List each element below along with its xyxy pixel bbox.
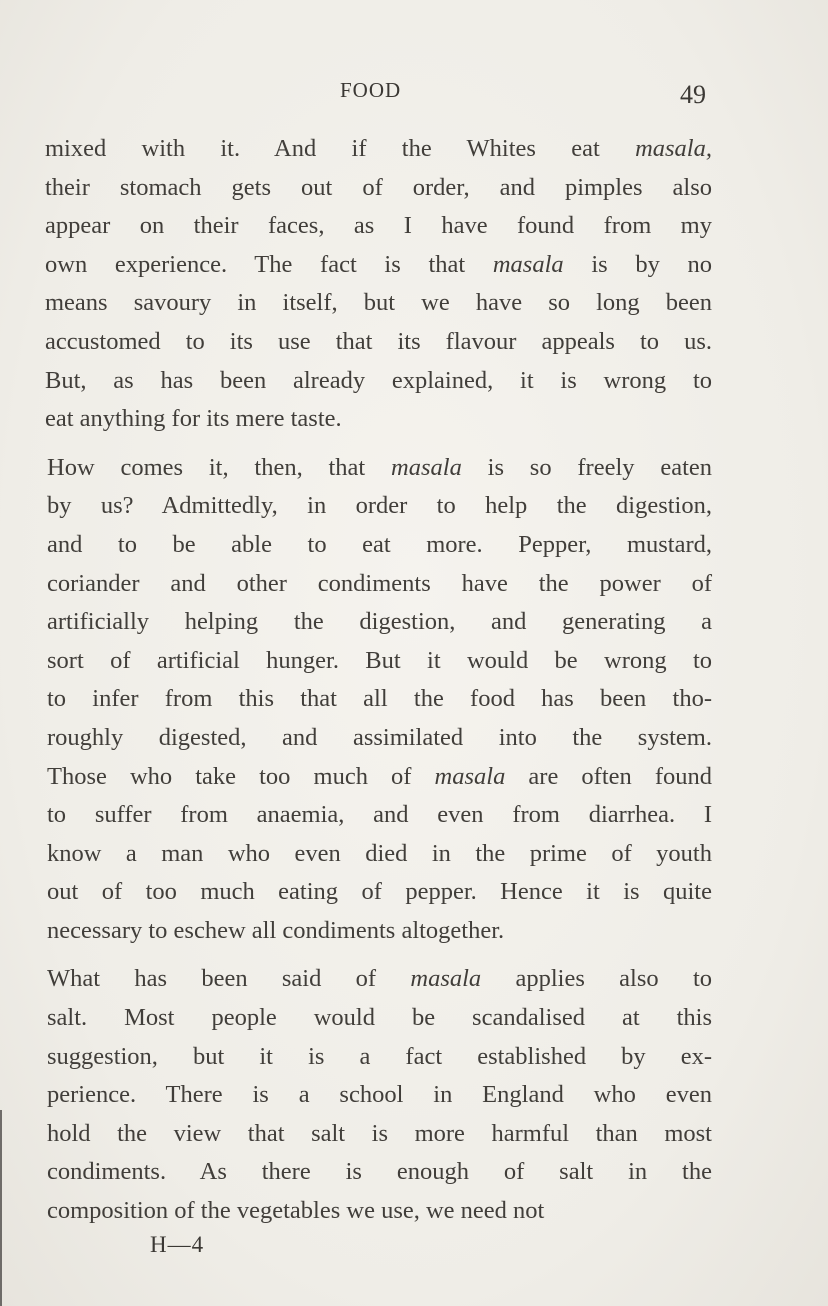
text-line [45, 1115, 712, 1154]
text-line [45, 642, 712, 681]
text-run: and to be able to eat more. Pepper, mustard, [47, 530, 712, 558]
text-run: accustomed to its use that its flavour appeals to us. [45, 327, 712, 355]
signature-mark: H—4 [150, 1232, 205, 1257]
text-line [45, 565, 712, 604]
italic-term: masala [492, 250, 564, 278]
text-line [45, 999, 712, 1038]
text-run: is by no [563, 250, 712, 278]
text-run: applies also to [481, 965, 713, 993]
text-line [45, 130, 712, 169]
paragraph [45, 449, 712, 951]
text-line [45, 1038, 712, 1077]
text-run: What has been said of [47, 965, 411, 993]
paragraph [45, 130, 712, 439]
text-run: sort of artificial hunger. But it would be wrong to [47, 646, 712, 674]
text-run: How comes it, then, that [47, 453, 392, 481]
text-run: But, as has been already explained, it is wrong to [45, 366, 712, 394]
text-line [45, 912, 712, 951]
text-run: salt. Most people would be scandalised at this [47, 1004, 712, 1032]
text-line [45, 1076, 712, 1115]
text-run: condiments. As there is enough of salt in the [47, 1158, 712, 1186]
text-line [45, 796, 712, 835]
text-line [45, 487, 712, 526]
text-run: artificially helping the digestion, and generating a [47, 608, 712, 636]
running-head [0, 78, 828, 108]
italic-term: masala [391, 453, 462, 481]
paragraph [45, 960, 712, 1230]
text-run: appear on their faces, as I have found from my [45, 212, 712, 240]
text-line [45, 1153, 712, 1192]
text-run: perience. There is a school in England who even [47, 1081, 712, 1109]
text-run: to infer from this that all the food has been tho- [47, 685, 712, 713]
text-run: mixed with it. And if the Whites eat [45, 135, 636, 162]
text-line [45, 1192, 712, 1231]
text-run: by us? Admittedly, in order to help the digestion, [47, 492, 712, 520]
text-line [45, 758, 712, 797]
text-run: know a man who even died in the prime of youth [47, 839, 712, 867]
text-run: are often found [505, 762, 712, 790]
text-line [45, 873, 712, 912]
text-run: coriander and other condiments have the power of [47, 569, 712, 597]
text-line [45, 246, 712, 285]
text-line [45, 323, 712, 362]
italic-term: masala, [635, 135, 712, 162]
italic-term: masala [434, 762, 506, 790]
text-line [45, 207, 712, 246]
text-line [45, 284, 712, 323]
text-run: to suffer from anaemia, and even from diarrhea. I [47, 801, 712, 829]
text-line [45, 603, 712, 642]
page-number: 49 [680, 80, 706, 109]
text-line [45, 449, 712, 488]
text-run: necessary to eschew all condiments altogether. [47, 916, 505, 944]
italic-term: masala [410, 965, 482, 993]
text-line [45, 960, 712, 999]
page-edge-shadow [0, 1110, 2, 1306]
text-run: suggestion, but it is a fact established by ex- [47, 1042, 712, 1070]
body-text [45, 130, 712, 1231]
text-line [45, 719, 712, 758]
text-run: is so freely eaten [461, 453, 712, 481]
text-run: roughly digested, and assimilated into the system. [47, 723, 712, 751]
text-line [45, 680, 712, 719]
text-run: means savoury in itself, but we have so long been [45, 289, 712, 317]
text-line [45, 169, 712, 208]
text-run: own experience. The fact is that [45, 250, 493, 278]
text-line [45, 835, 712, 874]
text-run: out of too much eating of pepper. Hence it is quite [47, 878, 712, 906]
text-run: composition of the vegetables we use, we need not [47, 1197, 545, 1225]
text-run: Those who take too much of [47, 762, 435, 790]
text-run: eat anything for its mere taste. [45, 405, 342, 433]
text-line [45, 362, 712, 401]
text-run: hold the view that salt is more harmful than most [47, 1119, 712, 1147]
text-run: their stomach gets out of order, and pimples also [45, 173, 712, 201]
text-line [45, 526, 712, 565]
chapter-title: FOOD [340, 78, 402, 102]
text-line [45, 400, 712, 439]
